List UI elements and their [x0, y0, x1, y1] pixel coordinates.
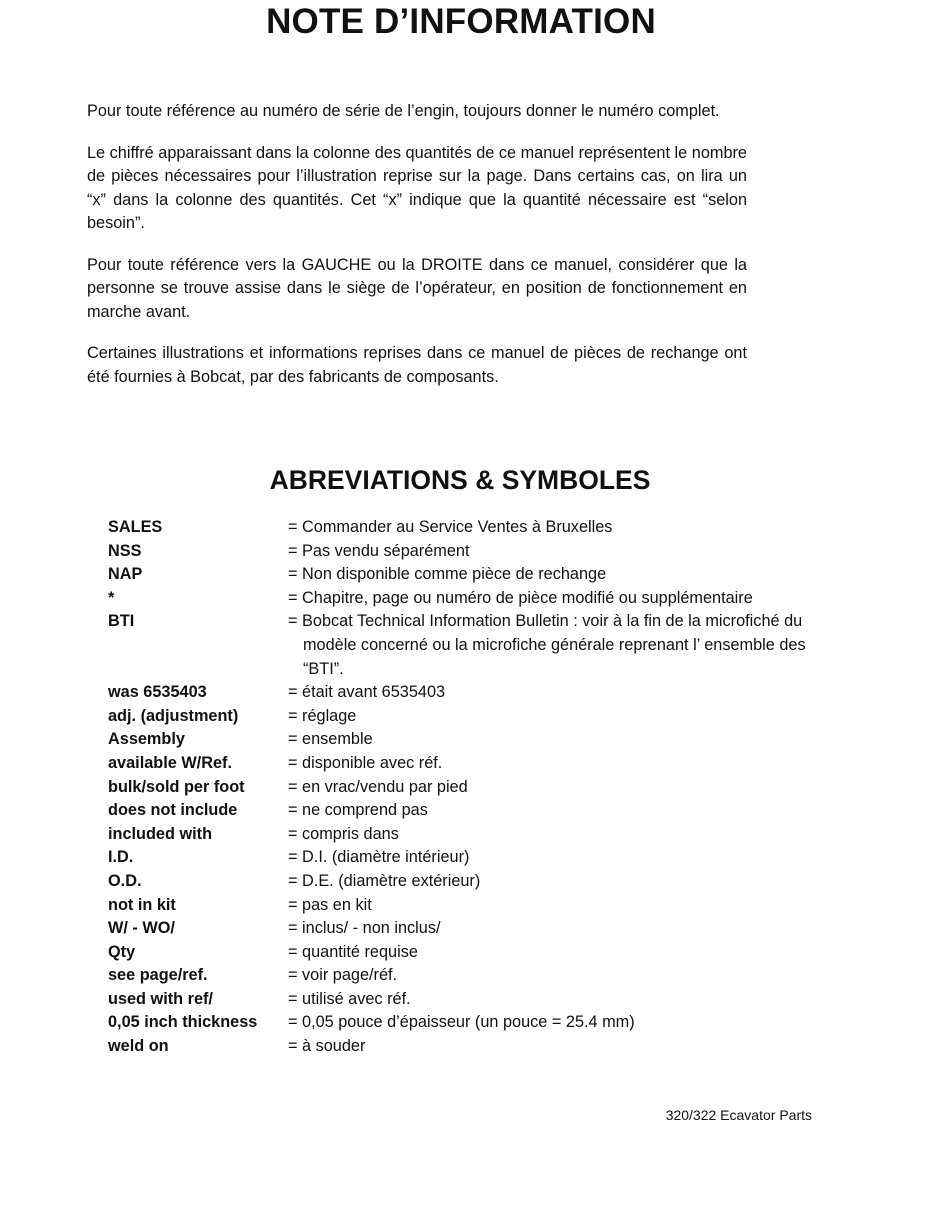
abbreviation-definition: = pas en kit — [288, 895, 372, 914]
abbreviation-term: does not include — [108, 801, 238, 820]
abbreviation-definition: = ensemble — [288, 730, 373, 749]
abbreviation-row — [108, 752, 828, 776]
abbreviation-row — [108, 516, 828, 540]
abbreviation-term: O.D. — [108, 871, 142, 890]
abbreviation-row — [108, 540, 828, 564]
abbreviation-definition: = Pas vendu séparément — [288, 541, 470, 560]
abbreviation-term: bulk/sold per foot — [108, 777, 245, 796]
abbreviation-definition: = disponible avec réf. — [288, 753, 443, 772]
abbreviation-term: 0,05 inch thickness — [108, 1013, 258, 1032]
abbreviation-definition: = 0,05 pouce d’épaisseur (un pouce = 25.4 mm) — [288, 1013, 635, 1032]
abbreviation-definition: = D.I. (diamètre intérieur) — [288, 848, 470, 867]
abbreviation-term: not in kit — [108, 895, 176, 914]
abbreviation-definition: = inclus/ - non inclus/ — [288, 919, 441, 938]
abbreviation-definition: = ne comprend pas — [288, 801, 428, 820]
abbreviation-row — [108, 587, 828, 611]
abbreviation-row — [108, 610, 828, 681]
abbreviation-term: used with ref/ — [108, 989, 213, 1008]
abbreviation-row — [108, 681, 828, 705]
page-title: NOTE D’INFORMATION — [266, 2, 656, 41]
abbreviation-row — [108, 705, 828, 729]
abbreviation-term: adj. (adjustment) — [108, 706, 239, 725]
intro-paragraph: Certaines illustrations et informations reprises dans ce manuel de pièces de rechange ont été fournies à Bobcat, par des fabricants de composants. — [87, 344, 747, 386]
abbreviation-definition: = Chapitre, page ou numéro de pièce modifié ou supplémentaire — [288, 588, 753, 607]
abbreviation-row — [108, 563, 828, 587]
abbreviation-definition: = à souder — [288, 1037, 366, 1056]
intro-paragraph: Le chiffré apparaissant dans la colonne des quantités de ce manuel représentent le nombre de pièces nécessaires pour l’illustration reprise sur la page. Dans certains cas, on lira un “x” dans la colonne des quantités. Cet “x” indique que la quantité nécessaire est “selon besoin”. — [87, 143, 747, 232]
abbreviation-term: I.D. — [108, 848, 134, 867]
abbreviation-term: see page/ref. — [108, 966, 208, 985]
abbreviation-row — [108, 776, 828, 800]
abbreviation-row — [108, 870, 828, 894]
abbreviation-term: available W/Ref. — [108, 753, 232, 772]
abbreviation-definition: = réglage — [288, 706, 357, 725]
intro-paragraph: Pour toute référence vers la GAUCHE ou la DROITE dans ce manuel, considérer que la personne se trouve assise dans le siège de l’opérateur, en position de fonctionnement en marche avant. — [87, 255, 747, 321]
abbreviation-definition: = voir page/réf. — [288, 966, 398, 985]
abbreviation-row — [108, 799, 828, 823]
abbreviation-row — [108, 988, 828, 1012]
abbreviation-row — [108, 846, 828, 870]
abbreviation-term: NAP — [108, 565, 143, 584]
abbreviation-definition: = Bobcat Technical Information Bulletin : voir à la fin de la microfiché du modèle concerné ou la microfiche générale reprenant l’ ensemble des “BTI”. — [288, 612, 806, 678]
abbreviation-row — [108, 964, 828, 988]
abbreviation-term: * — [108, 588, 115, 607]
abbreviation-definition: = D.E. (diamètre extérieur) — [288, 871, 481, 890]
abbreviation-definition: = quantité requise — [288, 942, 418, 961]
abbreviation-row — [108, 917, 828, 941]
abbreviation-term: W/ - WO/ — [108, 919, 175, 938]
abbreviation-term: included with — [108, 824, 213, 843]
abbreviation-term: BTI — [108, 612, 135, 631]
abbreviation-row — [108, 1011, 828, 1035]
abbreviation-row — [108, 941, 828, 965]
abbreviation-term: weld on — [108, 1037, 169, 1056]
abbreviation-definition: = utilisé avec réf. — [288, 989, 411, 1008]
abbreviation-row — [108, 823, 828, 847]
abbreviation-term: was 6535403 — [108, 683, 207, 702]
abbreviation-term: NSS — [108, 541, 142, 560]
abbreviation-term: SALES — [108, 518, 163, 536]
abbreviations-title: ABREVIATIONS & SYMBOLES — [269, 465, 651, 495]
intro-paragraph: Pour toute référence au numéro de série de l’engin, toujours donner le numéro complet. — [87, 102, 720, 120]
abbreviation-definition: = était avant 6535403 — [288, 683, 446, 702]
abbreviation-definition: = Commander au Service Ventes à Bruxelles — [288, 518, 613, 536]
intro-section — [87, 100, 747, 407]
abbreviation-row — [108, 1035, 828, 1059]
abbreviation-row — [108, 728, 828, 752]
abbreviations-list — [108, 516, 828, 1059]
abbreviation-term: Qty — [108, 942, 136, 961]
abbreviation-definition: = compris dans — [288, 824, 399, 843]
abbreviation-row — [108, 894, 828, 918]
abbreviation-definition: = en vrac/vendu par pied — [288, 777, 468, 796]
page-footer: 320/322 Ecavator Parts — [665, 1107, 812, 1123]
abbreviation-term: Assembly — [108, 730, 185, 749]
abbreviation-definition: = Non disponible comme pièce de rechange — [288, 565, 607, 584]
